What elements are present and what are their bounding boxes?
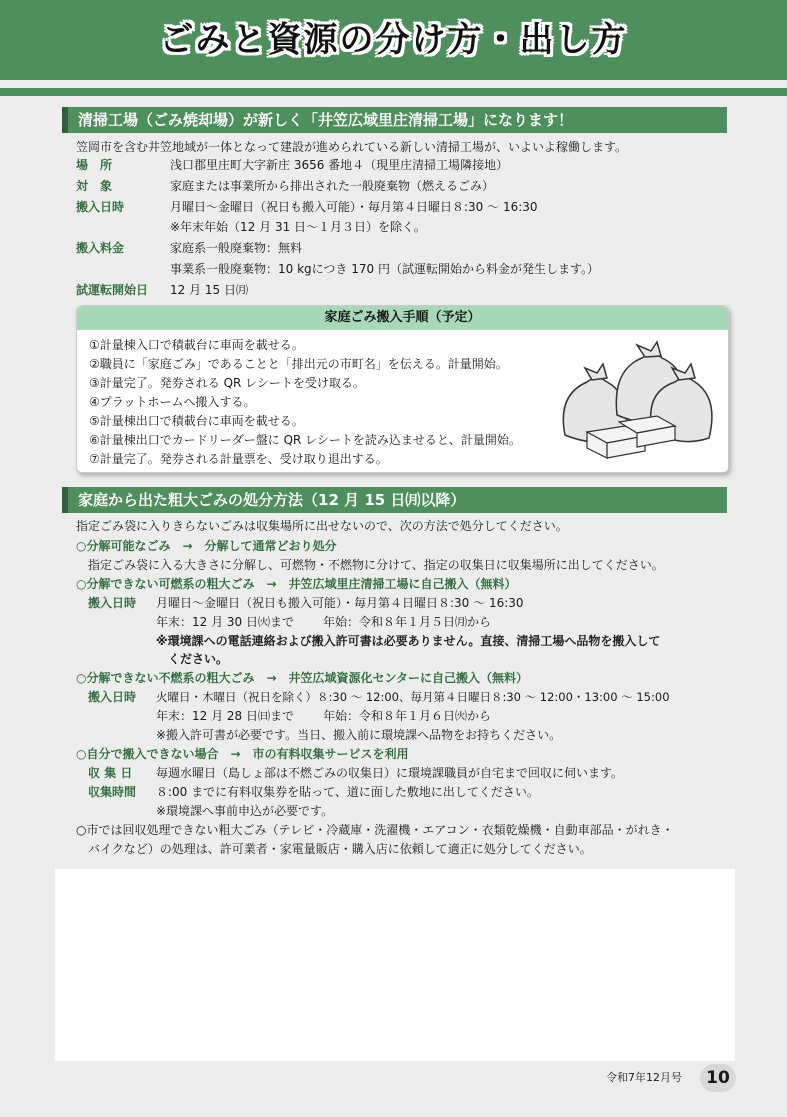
section1-heading: 清掃工場（ごみ焼却場）が新しく「井笠広域里庄清掃工場」になります！ [62,107,727,133]
row-label-fee: 搬入料金 [76,241,125,255]
option-combustible-label: 搬入日時 [88,596,137,610]
option-combustible-hours: 月曜日～金曜日（祝日も搬入可能）・毎月第４日曜日８:30 ～ 16:30 [156,596,524,610]
row-label-trial-start: 試運転開始日 [76,283,149,297]
section2-heading: 家庭から出た粗大ごみの処分方法（12 月 15 日㈪以降） [62,487,727,513]
issue-label: 令和7年12月号 [606,1071,682,1084]
procedure-step: ①計量棟入口で積載台に車両を載せる。 [89,338,304,352]
row-label-hours: 搬入日時 [76,200,125,214]
option-combustible-year-end: 年末：12 月 30 日㈫まで [156,615,294,629]
row-value-trial-start: 12 月 15 日㈪ [170,283,248,297]
page-title: ごみと資源の分け方・出し方 [159,20,628,60]
banner-stripe [0,88,787,96]
procedure-box [76,305,729,473]
option-noncombustible-year-start: 年始：令和８年１月６日㈫から [323,709,492,723]
row-value-fee-business: 事業系一般廃棄物：10 kgにつき 170 円（試運転開始から料金が発生します。） [170,262,599,276]
blank-panel [55,869,735,1061]
row-label-location: 場 所 [76,158,113,172]
closing-note: ○市では回収処理できない粗大ごみ（テレビ・冷蔵庫・洗濯機・エアコン・衣類乾燥機・自動車部品・がれき・ [76,823,674,837]
closing-note-cont: バイクなど）の処理は、許可業者・家電量販店・購入店に依頼して適正に処分してください。 [88,842,592,856]
row-label-target: 対 象 [76,179,113,193]
option-disassemble-text: 指定ごみ袋に入る大きさに分解し、可燃物・不燃物に分けて、指定の収集日に収集場所に出してください。 [88,558,664,572]
procedure-title: 家庭ごみ搬入手順（予定） [77,306,728,330]
collection-day-label: 収 集 日 [88,766,133,780]
collection-note: ※環境課へ事前申込が必要です。 [156,804,334,818]
option-combustible-note-cont: ください。 [168,652,229,666]
procedure-step: ②職員に「家庭ごみ」であることと「排出元の市町名」を伝える。計量開始。 [89,357,508,371]
procedure-step: ④プラットホームへ搬入する。 [89,395,256,409]
row-value-target: 家庭または事業所から排出された一般廃棄物（燃えるごみ） [170,179,495,193]
procedure-step: ⑤計量棟出口で積載台に車両を載せる。 [89,414,304,428]
option-noncombustible-hours: 火曜日・木曜日（祝日を除く）８:30 ～ 12:00、毎月第４日曜日８:30 ～ 12:00・13:00 ～ 15:00 [156,690,670,704]
row-value-hours: 月曜日～金曜日（祝日も搬入可能）・毎月第４日曜日８:30 ～ 16:30 [170,200,538,214]
option-noncombustible-label: 搬入日時 [88,690,137,704]
collection-day-text: 毎週水曜日（島しょ部は不燃ごみの収集日）に環境課職員が自宅まで回収に伺います。 [156,766,624,780]
option-noncombustible-year-end: 年末：12 月 28 日㈰まで [156,709,294,723]
collection-time-text: ８:00 までに有料収集券を貼って、道に面した敷地に出してください。 [156,785,539,799]
collection-time-label: 収集時間 [88,785,137,799]
option-combustible-year-start: 年始：令和８年１月５日㈪から [323,615,492,629]
section1-intro: 笠岡市を含む井笠地域が一体となって建設が進められている新しい清掃工場が、いよいよ稼働します。 [76,140,628,154]
option-noncombustible-note: ※搬入許可書が必要です。当日、搬入前に環境課へ品物をお持ちください。 [156,728,562,742]
procedure-step: ⑦計量完了。発券される計量票を、受け取り退出する。 [89,452,388,466]
option-disassemble-title: ○分解可能なごみ → 分解して通常どおり処分 [76,539,337,553]
row-value-fee-household: 家庭系一般廃棄物：無料 [170,241,303,255]
row-value-hours-note: ※年末年始（12 月 31 日～１月３日）を除く。 [170,220,426,234]
row-value-location: 浅口郡里庄町大字新庄 3656 番地４（現里庄清掃工場隣接地） [170,158,509,172]
section2-intro: 指定ごみ袋に入りきらないごみは収集場所に出せないので、次の方法で処分してください。 [76,519,568,533]
option-combustible-title: ○分解できない可燃系の粗大ごみ → 井笠広域里庄清掃工場に自己搬入（無料） [76,577,517,591]
garbage-bags-illustration [557,340,717,460]
page-number: 10 [700,1064,736,1092]
procedure-step: ③計量完了。発券される QR レシートを受け取る。 [89,376,365,390]
procedure-step: ⑥計量棟出口でカードリーダー盤に QR レシートを読み込ませると、計量開始。 [89,433,521,447]
option-noncombustible-title: ○分解できない不燃系の粗大ごみ → 井笠広域資源化センターに自己搬入（無料） [76,671,529,685]
option-paid-collection-title: ○自分で搬入できない場合 → 市の有料収集サービスを利用 [76,747,409,761]
option-combustible-note: ※環境課への電話連絡および搬入許可書は必要ありません。直接、清掃工場へ品物を搬入して [156,634,661,648]
